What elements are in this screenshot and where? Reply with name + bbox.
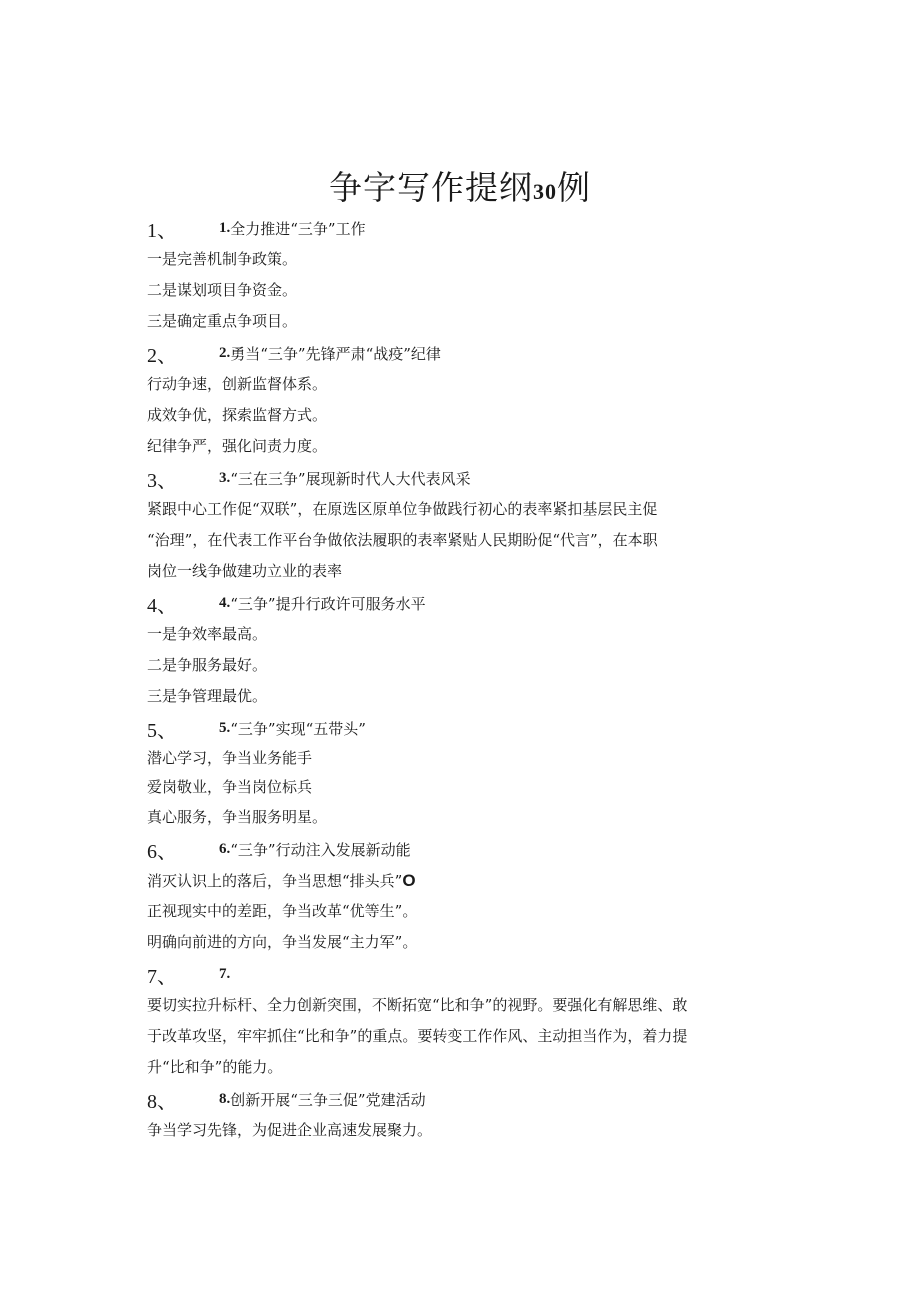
- paragraph-line: “治理”，在代表工作平台争做依法履职的表率紧贴人民期盼促“代言”，在本职: [147, 531, 658, 549]
- section-heading: [147, 587, 727, 619]
- paragraph-line-text: 消灭认识上的落后，争当思想“排头兵”: [147, 872, 403, 890]
- title-text: 争字写作提纲: [329, 168, 533, 207]
- paragraph-line: [147, 865, 727, 896]
- section-heading-text: “三在三争”展现新时代人大代表风采: [230, 469, 471, 488]
- paragraph-line: 成效争优，探索监督方式。: [147, 406, 328, 424]
- section-index: 6、: [147, 840, 177, 863]
- paragraph-line: 真心服务，争当服务明星。: [147, 808, 328, 826]
- paragraph-line: 爱岗敬业，争当岗位标兵: [147, 778, 313, 796]
- paragraph-line: 于改革攻坚，牢牢抓住“比和争”的重点。要转变工作作风、主动担当作为，着力提: [147, 1027, 688, 1045]
- section-index: 1、: [147, 219, 177, 242]
- section-index: 3、: [147, 469, 177, 492]
- paragraph-line: 潜心学习，争当业务能手: [147, 749, 313, 767]
- section-number: 5.: [219, 719, 231, 736]
- section-number: 7.: [219, 965, 231, 982]
- paragraph-line: 岗位一线争做建功立业的表率: [147, 562, 343, 580]
- paragraph-line: 一是争效率最高。: [147, 625, 268, 643]
- section-heading: [147, 1083, 727, 1115]
- section-heading: [147, 958, 727, 990]
- section-index: 5、: [147, 719, 177, 742]
- section-heading-text: “三争”行动注入发展新动能: [230, 840, 411, 859]
- document-title: [0, 162, 920, 209]
- paragraph-line: 紧跟中心工作促“双联”，在原选区原单位争做践行初心的表率紧扣基层民主促: [147, 500, 658, 518]
- stray-mark: O: [402, 871, 416, 890]
- section-number: 4.: [219, 594, 231, 611]
- section-heading: [147, 712, 727, 744]
- paragraph-line: 要切实拉升标杆、全力创新突围，不断拓宽“比和争”的视野。要强化有解思维、敢: [147, 996, 688, 1014]
- section-index: 2、: [147, 344, 177, 367]
- paragraph-line: 正视现实中的差距，争当改革“优等生”。: [147, 902, 418, 920]
- paragraph-line: 一是完善机制争政策。: [147, 250, 298, 268]
- section-number: 6.: [219, 840, 231, 857]
- section-number: 3.: [219, 469, 231, 486]
- section-index: 7、: [147, 965, 177, 988]
- paragraph-line: 行动争速，创新监督体系。: [147, 375, 328, 393]
- section-heading: [147, 212, 727, 244]
- section-number: 2.: [219, 344, 231, 361]
- section-index: 4、: [147, 594, 177, 617]
- section-heading-text: 全力推进“三争”工作: [230, 219, 366, 238]
- paragraph-line: 升“比和争”的能力。: [147, 1058, 283, 1076]
- paragraph-line: 明确向前进的方向，争当发展“主力军”。: [147, 933, 418, 951]
- paragraph-line: 三是确定重点争项目。: [147, 312, 298, 330]
- section-heading-text: 创新开展“三争三促”党建活动: [230, 1090, 426, 1109]
- section-heading: [147, 462, 727, 494]
- section-heading: [147, 833, 727, 865]
- title-suffix: 例: [557, 168, 591, 207]
- section-heading-text: 勇当“三争”先锋严肃“战疫”纪律: [230, 344, 441, 363]
- paragraph-line: 二是谋划项目争资金。: [147, 281, 298, 299]
- paragraph-line: 二是争服务最好。: [147, 656, 268, 674]
- paragraph-line: 争当学习先锋，为促进企业高速发展聚力。: [147, 1121, 433, 1139]
- title-number: 30: [533, 179, 557, 204]
- document-body: [147, 212, 727, 1146]
- section-number: 8.: [219, 1090, 231, 1107]
- section-heading-text: “三争”提升行政许可服务水平: [230, 594, 426, 613]
- section-heading-text: “三争”实现“五带头”: [230, 719, 366, 738]
- paragraph-line: 纪律争严，强化问责力度。: [147, 437, 328, 455]
- section-index: 8、: [147, 1090, 177, 1113]
- paragraph-line: 三是争管理最优。: [147, 687, 268, 705]
- section-number: 1.: [219, 219, 231, 236]
- section-heading: [147, 337, 727, 369]
